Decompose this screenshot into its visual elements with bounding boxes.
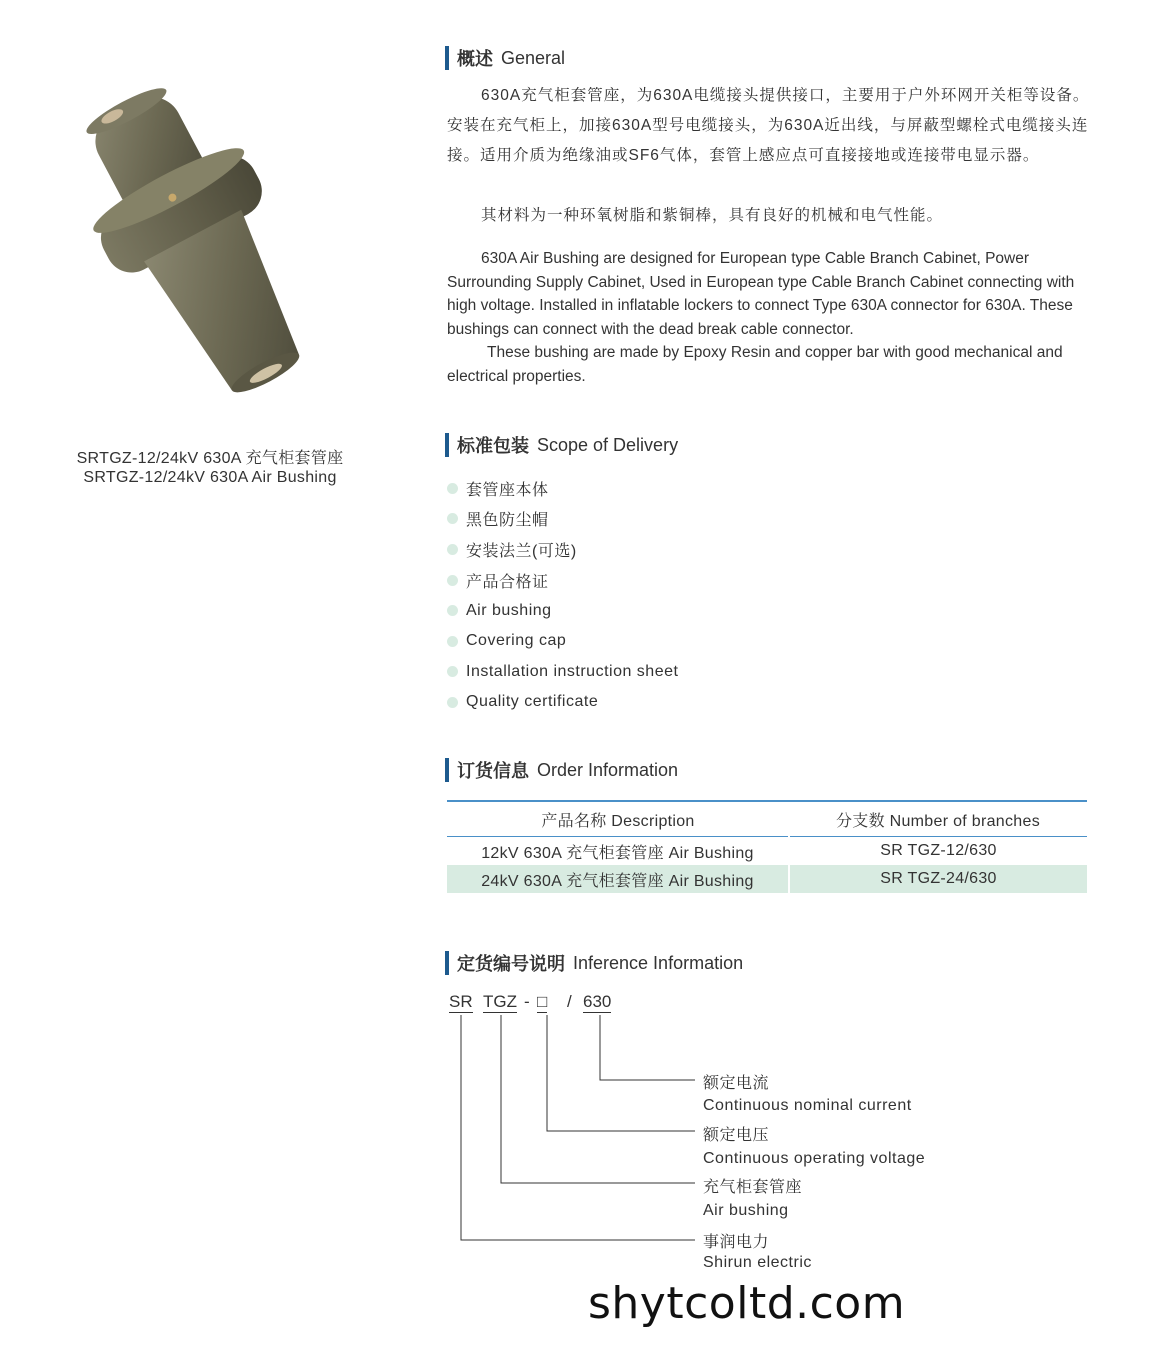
column-header-branches: 分支数 Number of branches xyxy=(789,801,1087,837)
leader-line-manufacturer xyxy=(461,1015,695,1240)
list-item-label: 套管座本体 xyxy=(466,481,549,499)
heading-accent-bar xyxy=(445,951,449,975)
bullet-icon xyxy=(447,483,458,494)
general-en-paragraph-2 xyxy=(447,341,1097,388)
general-zh-paragraph-2 xyxy=(447,201,1092,231)
general-zh-text-2: 其材料为一种环氧树脂和紫铜棒，具有良好的机械和电气性能。 xyxy=(481,207,944,224)
bullet-icon xyxy=(447,575,458,586)
list-item-label: Covering cap xyxy=(466,632,567,650)
heading-accent-bar xyxy=(445,46,449,70)
table-header-row xyxy=(447,801,1087,837)
list-item-label: 产品合格证 xyxy=(466,573,549,591)
bullet-icon xyxy=(447,605,458,616)
general-en-text-2: These bushing are made by Epoxy Resin and copper bar with good mechanical and electrical properties. xyxy=(447,344,1063,385)
cell-code: SR TGZ-24/630 xyxy=(789,865,1087,893)
leader-line-voltage xyxy=(547,1015,695,1131)
general-zh-text-1: 630A充气柜套管座，为630A电缆接头提供接口，主要用于户外环网开关柜等设备。安装在充气柜上，加接630A型号电缆接头，为630A近出线，与屏蔽型螺栓式电缆接头连接。适用介质为绝缘油或SF6气体，套管上感应点可直接接地或连接带电显示器。 xyxy=(447,87,1090,164)
list-item xyxy=(447,534,678,565)
cell-description: 24kV 630A 充气柜套管座 Air Bushing xyxy=(447,865,789,893)
label-manufacturer-en: Shirun electric xyxy=(703,1254,812,1271)
list-item xyxy=(447,595,678,626)
code-part-manufacturer: SR xyxy=(449,992,473,1011)
leader-line-type xyxy=(501,1015,695,1183)
section-inference-heading xyxy=(445,950,743,976)
label-voltage-en: Continuous operating voltage xyxy=(703,1150,926,1167)
general-zh-paragraph-1 xyxy=(447,81,1092,171)
list-item xyxy=(447,657,678,688)
general-en-text-1: 630A Air Bushing are designed for European type Cable Branch Cabinet, Power Surrounding Supply Cabinet, Used in European type Cable Branch Cabinet connecting with high voltage. Installed in inflatable lockers to connect Type 630A connector for 630A. These bushings can connect with the dead break cable connector. xyxy=(447,250,1075,338)
air-bushing-photo xyxy=(55,80,365,420)
list-item-label: 黑色防尘帽 xyxy=(466,512,549,530)
leader-line-current xyxy=(600,1015,695,1080)
label-current-zh: 额定电流 xyxy=(703,1075,770,1092)
code-dash: - xyxy=(524,992,530,1011)
product-caption-en: SRTGZ-12/24kV 630A Air Bushing xyxy=(83,469,337,486)
code-part-type: TGZ xyxy=(483,992,517,1011)
bullet-icon xyxy=(447,636,458,647)
product-caption-zh: SRTGZ-12/24kV 630A 充气柜套管座 xyxy=(76,450,344,467)
cell-description: 12kV 630A 充气柜套管座 Air Bushing xyxy=(481,844,754,862)
label-type-en: Air bushing xyxy=(703,1202,789,1219)
bullet-icon xyxy=(447,666,458,677)
list-item-label: Installation instruction sheet xyxy=(466,662,679,680)
list-item xyxy=(447,565,678,596)
column-header-description: 产品名称 Description xyxy=(447,801,789,837)
heading-en: General xyxy=(501,47,566,68)
section-general-heading xyxy=(445,45,565,71)
heading-accent-bar xyxy=(445,433,449,457)
code-slash: / xyxy=(567,992,572,1011)
cell-code: SR TGZ-12/630 xyxy=(789,837,1087,866)
bullet-icon xyxy=(447,544,458,555)
bullet-icon xyxy=(447,513,458,524)
heading-en: Scope of Delivery xyxy=(537,434,679,455)
section-delivery-heading xyxy=(445,432,678,458)
list-item xyxy=(447,473,678,504)
list-item-label: Air bushing xyxy=(466,601,552,619)
list-item-label: 安装法兰(可选) xyxy=(466,542,577,560)
section-order-heading xyxy=(445,757,678,783)
list-item-label: Quality certificate xyxy=(466,693,599,711)
heading-zh: 标准包装 xyxy=(457,436,529,456)
heading-en: Inference Information xyxy=(573,952,744,973)
code-part-current: 630 xyxy=(583,992,612,1011)
heading-zh: 定货编号说明 xyxy=(457,954,565,974)
heading-zh: 概述 xyxy=(457,49,493,69)
label-manufacturer-zh: 事润电力 xyxy=(703,1234,770,1251)
code-part-voltage: □ xyxy=(537,992,548,1011)
table-row xyxy=(447,837,1087,866)
label-voltage-zh: 额定电压 xyxy=(703,1127,770,1144)
table-row xyxy=(447,865,1087,893)
label-type-zh: 充气柜套管座 xyxy=(703,1179,803,1196)
general-en-paragraph-1 xyxy=(447,247,1097,341)
delivery-list xyxy=(447,473,678,718)
heading-zh: 订货信息 xyxy=(457,761,529,781)
heading-accent-bar xyxy=(445,758,449,782)
list-item xyxy=(447,626,678,657)
bullet-icon xyxy=(447,697,458,708)
code-leader-lines xyxy=(440,985,960,1275)
list-item xyxy=(447,504,678,535)
order-table xyxy=(447,800,1087,893)
heading-en: Order Information xyxy=(537,759,679,780)
watermark-text: shytcoltd.com xyxy=(588,1278,906,1329)
label-current-en: Continuous nominal current xyxy=(703,1097,912,1114)
list-item xyxy=(447,687,678,718)
